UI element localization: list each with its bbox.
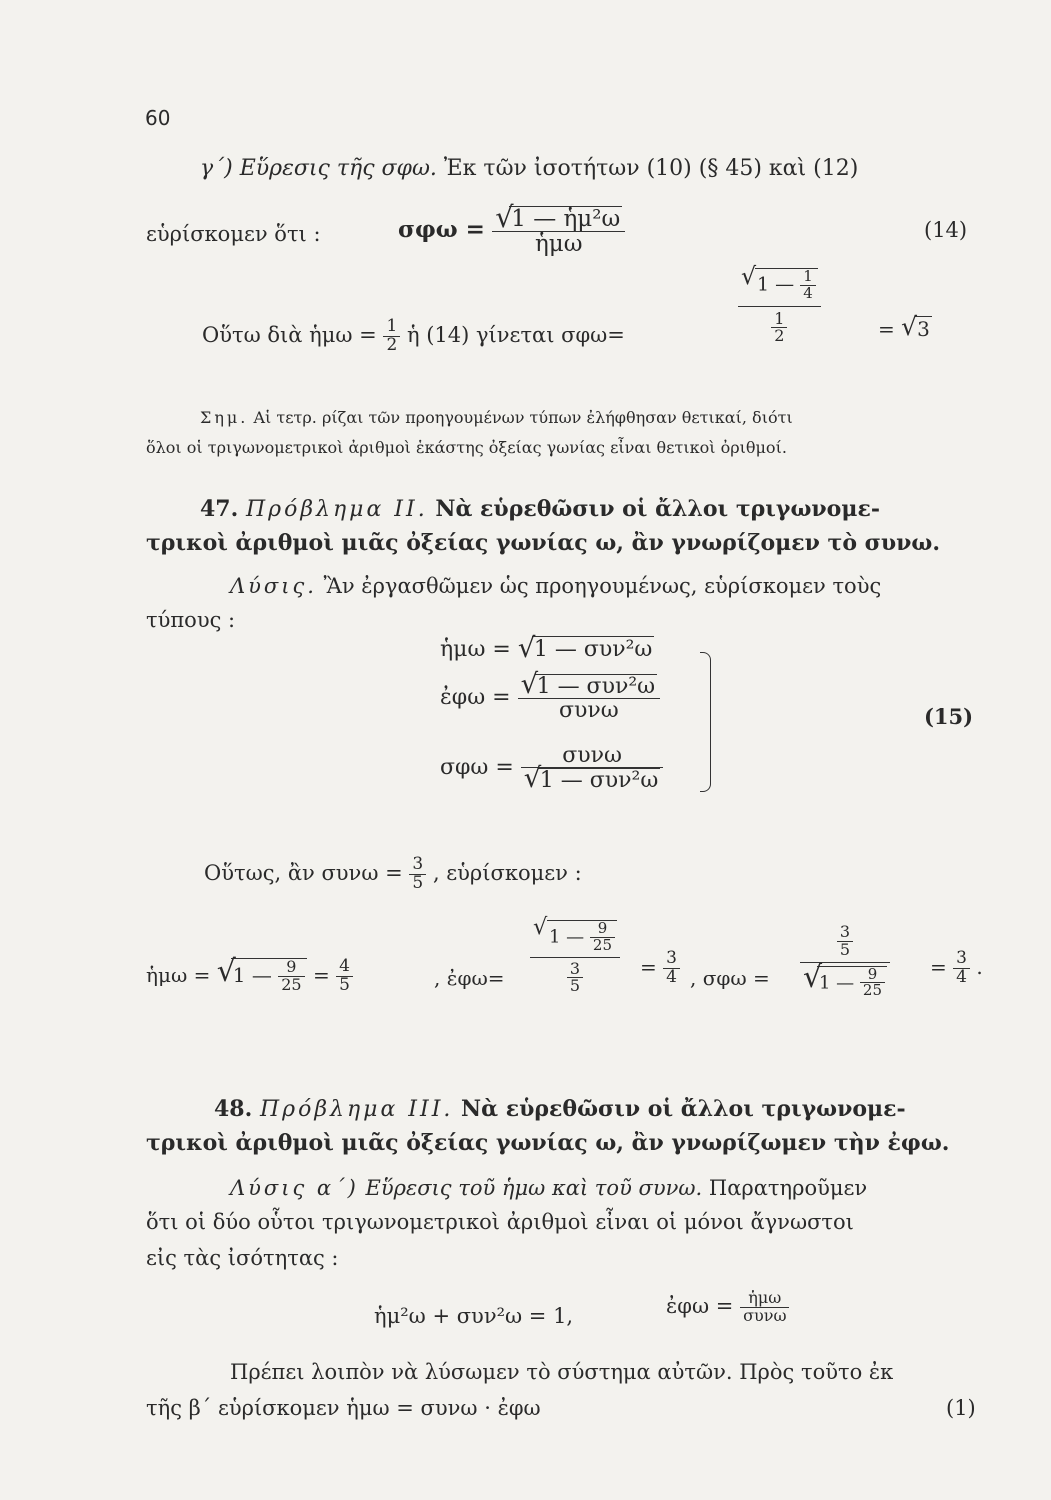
- results-ef-rd: 25: [590, 937, 615, 954]
- example1-text1: Οὕτω διὰ ἡμω =: [202, 322, 377, 347]
- results-sf-vn: 3: [956, 948, 967, 968]
- formula-14-den: ἡμω: [492, 231, 625, 256]
- results-hm-one: 1 —: [232, 962, 272, 987]
- example1-result: [878, 316, 932, 341]
- results-ef-bd: 5: [567, 977, 583, 995]
- results-ef-vd: 4: [663, 968, 680, 987]
- problem2-line1: [200, 496, 880, 522]
- problem3-eq1: ἡμ²ω + συν²ω = 1,: [374, 1304, 574, 1328]
- results-sf-td: 5: [837, 941, 853, 959]
- formula15-ef-den: συνω: [518, 698, 661, 722]
- note-text2: ὅλοι οἱ τριγωνομετρικοὶ ἀριθμοὶ ἑκάστης ὀξείας γωνίας εἶναι θετικοὶ ὀριθμοί.: [146, 438, 787, 457]
- example2-text2: , εὑρίσκομεν :: [432, 860, 582, 885]
- formula-14: [398, 206, 625, 256]
- results-ef-bn: 3: [569, 958, 581, 978]
- problem3-line1: [214, 1096, 906, 1122]
- results-hm-rn: 9: [286, 957, 297, 977]
- example1-q-num: 1: [803, 267, 813, 285]
- problem2-number: 47.: [200, 496, 239, 522]
- formula15-hm-rad: 1 — συν²ω: [533, 637, 653, 662]
- example1-bot-num: 1: [774, 308, 785, 328]
- problem2-sol-text: Ἂν ἐργασθῶμεν ὡς προηγουμένως, εὑρίσκομεν τοὺς: [323, 574, 882, 598]
- results-sf-lhs: , σφω =: [690, 966, 770, 990]
- problem2-line2: τρικοὶ ἀριθμοὶ μιᾶς ὀξείας γωνίας ω, ἂν γνωρίζομεν τὸ συνω.: [146, 530, 941, 556]
- formula15-hm: [440, 636, 654, 662]
- results-sf-frac: [800, 924, 890, 999]
- formula15-sf-lhs: σφω =: [440, 755, 514, 781]
- formula15-ef: [440, 674, 660, 722]
- results-sf-value: [930, 950, 983, 987]
- section-c-heading: γ΄) Εὕρεσις τῆς σφω.: [200, 156, 437, 181]
- example2-line: [204, 856, 582, 893]
- example1-line: [202, 318, 625, 355]
- formula15-sf-den: 1 — συν²ω: [539, 768, 659, 794]
- problem3-solution: [230, 1176, 867, 1200]
- results-ef-vn: 3: [666, 948, 677, 968]
- problem3-text1: Νὰ εὑρεθῶσιν οἱ ἄλλοι τριγωνομε-: [461, 1096, 906, 1122]
- problem3-line3: ὅτι οἱ δύο οὗτοι τριγωνομετρικοὶ ἀριθμοὶ εἶναι οἱ μόνοι ἄγνωστοι: [146, 1210, 854, 1234]
- formula15-ef-num: 1 — συν²ω: [536, 674, 656, 699]
- results-sf-rn: 9: [867, 964, 878, 983]
- problem3-eq2-num: ἡμω: [748, 1288, 782, 1307]
- eqnum-1: (1): [946, 1396, 976, 1420]
- formula15-sf: [440, 744, 663, 792]
- problem3-eq2-den: συνω: [740, 1307, 789, 1325]
- formula15-hm-lhs: ἡμω =: [440, 637, 511, 662]
- problem3-line2: τρικοὶ ἀριθμοὶ μιᾶς ὀξείας γωνίας ω, ἂν γνωρίζωμεν τὴν ἐφω.: [146, 1130, 950, 1156]
- problem3-line6: τῆς β΄ εὑρίσκομεν ἡμω = συνω · ἐφω: [146, 1396, 541, 1420]
- example1-half-den: 2: [383, 336, 400, 355]
- example1-result-eq: =: [878, 317, 895, 341]
- results-hm-lhs: ἡμω =: [146, 962, 211, 987]
- problem3-sol-text: Παρατηροῦμεν: [708, 1176, 868, 1200]
- example1-text2: ἡ (14) γίνεται σφω=: [406, 322, 625, 347]
- results-ef-rn: 9: [597, 919, 608, 937]
- results-hm-eq: =: [312, 962, 330, 987]
- results-hm-vn: 4: [339, 956, 350, 976]
- example1-bot-den: 2: [771, 327, 787, 345]
- problem3-eq2: [666, 1290, 789, 1325]
- problem2-sol-label: Λύσις.: [230, 574, 317, 598]
- formula15-brace: [700, 652, 711, 792]
- formula15-sf-num: συνω: [562, 743, 622, 768]
- results-sf-one: 1 —: [819, 971, 855, 993]
- problem3-eq2-lhs: ἐφω =: [666, 1293, 734, 1318]
- formula-14-lhs: σφω =: [398, 216, 485, 244]
- page-number: 60: [145, 106, 171, 130]
- problem2-text1: Νὰ εὑρεθῶσιν οἱ ἄλλοι τριγωνομε-: [435, 496, 880, 522]
- problem3-line5: Πρέπει λοιπὸν νὰ λύσωμεν τὸ σύστημα αὐτῶν. Πρὸς τοῦτο ἐκ: [230, 1360, 894, 1384]
- formula-14-num: 1 — ἡμ²ω: [511, 206, 621, 232]
- results-hm-vd: 5: [336, 976, 353, 995]
- example1-frac: [738, 268, 821, 345]
- results-ef-one: 1 —: [549, 926, 585, 948]
- results-ef-eq: =: [640, 954, 657, 979]
- problem2-solution: [230, 574, 881, 598]
- results-ef-lhs: , ἐφω=: [434, 966, 505, 990]
- results-hm-rd: 25: [278, 976, 304, 994]
- results-ef-value: [640, 950, 680, 987]
- problem3-line4: εἰς τὰς ἰσότητας :: [146, 1246, 339, 1270]
- results-sf-eq: =: [930, 954, 947, 979]
- example1-result-value: 3: [917, 317, 930, 341]
- problem3-number: 48.: [214, 1096, 253, 1122]
- note-line1: [200, 408, 793, 427]
- formula15-ef-lhs: ἐφω =: [440, 685, 511, 711]
- results-hm: [146, 958, 353, 995]
- problem3-sol-italic: Εὕρεσις τοῦ ἡμω καὶ τοῦ συνω.: [365, 1176, 703, 1200]
- eqnum-15: (15): [924, 704, 974, 729]
- note-text1: Αἱ τετρ. ρίζαι τῶν προηγουμένων τύπων ἐλήφθησαν θετικαί, διότι: [253, 408, 793, 427]
- problem3-sol-label: Λύσις α΄): [230, 1176, 359, 1200]
- results-sf-vd: 4: [953, 968, 970, 987]
- note-label: Σημ.: [200, 408, 249, 427]
- example1-inner-one: 1 —: [757, 273, 795, 296]
- example2-text1: Οὕτως, ἂν συνω =: [204, 860, 403, 885]
- example2-num: 3: [412, 854, 424, 874]
- results-sf-tn: 3: [839, 922, 851, 941]
- example1-q-den: 4: [800, 285, 816, 302]
- problem3-label: Πρόβλημα ΙΙΙ.: [259, 1097, 454, 1122]
- example2-den: 5: [409, 874, 426, 893]
- eqnum-14: (14): [924, 218, 968, 242]
- section-c-lead: εὑρίσκομεν ὅτι :: [146, 222, 321, 246]
- example1-half-num: 1: [386, 316, 398, 336]
- results-sf-rd: 25: [860, 982, 885, 999]
- section-c-line: [200, 156, 858, 181]
- results-ef-frac: [530, 920, 620, 995]
- results-end: .: [976, 954, 983, 979]
- problem2-sol-text2: τύπους :: [146, 608, 236, 632]
- section-c-text: Ἐκ τῶν ἰσοτήτων (10) (§ 45) καὶ (12): [443, 156, 859, 181]
- problem2-label: Πρόβλημα ΙΙ.: [245, 497, 428, 522]
